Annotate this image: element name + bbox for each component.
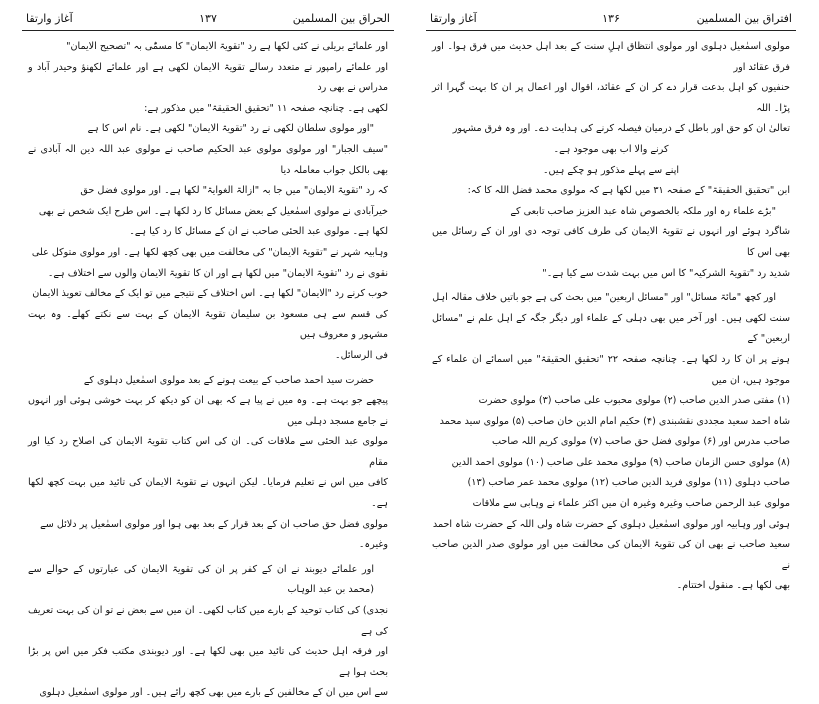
paragraph-line: اور فرقہ اہل حدیث کی تائید میں بھی لکھا ہے۔ اور دیوبندی مکتب فکر میں اس پر بڑا بحث ہوا ہے xyxy=(28,646,388,678)
paragraph-line: تعالیٰ ان کو حق اور باطل کے درمیان فیصلہ کرنے کی ہدایت دے۔ اور وہ فرق مشہور xyxy=(452,123,790,135)
quote-line: "اور مولوی سلطان لکھی نے رد "تقویۃ الایمان" لکھی ہے۔ نام اس کا ہے xyxy=(87,123,374,135)
right-page xyxy=(426,8,796,592)
left-page-header xyxy=(22,8,394,31)
paragraph-line: حنفیوں کو اہل بدعت قرار دے کر ان کے عقائد، اقوال اور اعمال پر ان کا بہت گہرا اثر پڑا۔ اللہ xyxy=(432,82,790,114)
paragraph-line: کہ رد "تقویۃ الایمان" میں جا بہ "ازالۃ الغوایۃ" لکھا ہے۔ اور مولوی فضل حق xyxy=(80,185,388,197)
list-item: شاہ احمد سعید مجددی نقشبندی (۴) حکیم امام الدین خان صاحب (۵) مولوی سید محمد xyxy=(439,415,790,427)
paragraph-line: بھی لکھا ہے۔ منقول اختتام۔ xyxy=(676,580,790,592)
paragraph-line: وہابیہ شہر نے "تقویۃ الایمان" کی مخالفت میں بھی کچھ لکھا ہے۔ اور مولوی متوکل علی xyxy=(31,246,388,258)
paragraph-line: اور کچھ "مائۃ مسائل" اور "مسائل اربعین" میں بحث کی ہے جو باتیں خلاف مقالہ اہل xyxy=(432,292,776,304)
right-page-header xyxy=(426,8,796,31)
page-number: ۱۳۷ xyxy=(199,12,217,25)
list-item: (۸) مولوی حسن الزمان صاحب (۹) مولوی محمد علی صاحب (۱۰) مولوی احمد الدین xyxy=(451,456,790,468)
running-title: افتراق بین المسلمین xyxy=(696,12,792,25)
paragraph-line: کافی میں اس نے تعلیم فرمایا۔ لیکن انہوں نے تقویۃ الایمان کی تائید میں بہت کچھ لکھا ہے۔ xyxy=(28,477,388,510)
section-title: آغاز وارتقا xyxy=(26,12,73,25)
section-title: آغاز وارتقا xyxy=(430,12,477,25)
quote-line: "بڑے علماء رہ اور ملکہ بالخصوص شاہ عبد العزیز صاحب تابعی کے xyxy=(510,205,776,217)
paragraph-line: اور علمائے رامپور نے متعدد رسالے تقویۃ الایمان لکھی ہے اور علمائے لکھنؤ وحیدر آباد و مدراس نے بھی رد xyxy=(28,61,388,94)
paragraph-line: فی الرسائل۔ xyxy=(334,349,388,361)
paragraph-line: مولوی اسمٰعیل دہلوی اور مولوی انتظاق اہلِ سنت کے بعد اہل حدیث میں فرق ہوا۔ اور فرق عقائد اور xyxy=(432,41,790,73)
page-number: ۱۳۶ xyxy=(602,12,620,25)
paragraph-line: نجدی) کی کتاب توحید کے بارے میں کتاب لکھی۔ ان میں سے بعض نے تو ان کی بہت تعریف کی ہے xyxy=(28,605,388,637)
paragraph-line: مولوی فضل حق صاحب ان کے بعد قرار کے بعد بھی ہوا اور مولوی اسمٰعیل پر دلائل سے xyxy=(40,518,388,530)
paragraph-line: اور علمائے دیوبند نے ان کے کفر پر ان کی تقویۃ الایمان کی عبارتوں کے حوالے سے (محمد بن عبد الوہاب xyxy=(28,563,374,596)
paragraph-line: نقوی نے رد "تقویۃ الایمان" میں لکھا ہے اور ان کا تقویۃ الایمان والوں سے اختلاف ہے۔ xyxy=(47,267,388,279)
paragraph-line: ہوئی اور وہابیہ اور مولوی اسمٰعیل دہلوی کے حضرت شاہ ولی اللہ کے حضرت شاہ احمد xyxy=(432,518,790,530)
quote-line: شدید رد "تقویۃ الشرکیہ" کا اس میں بہت شدت سے کیا ہے۔" xyxy=(542,267,790,279)
list-item: صاحب دہلوی (۱۱) مولوی فرید الدین صاحب (۱۲) مولوی محمد عمر صاحب (۱۳) xyxy=(467,477,790,489)
paragraph-line: حضرت سید احمد صاحب کے بیعت ہونے کے بعد مولوی اسمٰعیل دہلوی کے xyxy=(83,374,374,386)
paragraph-line: خیرآبادی نے مولوی اسمٰعیل کے بعض مسائل کا رد لکھا ہے۔ اس طرح ایک شخص نے بھی xyxy=(38,205,388,217)
paragraph-line: "سیف الجبار" اور مولوی مولوی عبد الحکیم صاحب نے مولوی عبد اللہ دین الہ آبادی نے بھی بالکل جواب معاملہ دیا xyxy=(28,143,388,176)
quote-line: اپنے سے پہلے مذکور ہو چکے ہیں۔ xyxy=(542,164,680,176)
paragraph-line: پیچھے جو بہت ہے۔ وہ میں نے پیا ہے کہ بھی ان کو دیکھ کر بہت خوشی ہوئی اور انہوں نے جامع مسجد دہلی میں xyxy=(28,395,388,427)
right-page-body xyxy=(426,31,796,597)
paragraph-line: خوب کرنے رد "الایمان" لکھا ہے۔ اس اختلاف کے نتیجے میں تو ایک کے مخالف تعویذ الایمان xyxy=(32,288,388,300)
quote-line: کرنے والا اب بھی موجود ہے۔ xyxy=(553,143,669,155)
paragraph-line: سے اس میں ان کے مخالفین کے بارے میں بھی کچھ رائے ہیں۔ اور مولوی اسمٰعیل دہلوی xyxy=(39,687,388,699)
list-item: (۱) مفتی صدر الدین صاحب (۲) مولوی محبوب علی صاحب (۳) مولوی حضرت xyxy=(478,395,790,407)
paragraph-line: ہونے پر ان کا رد لکھا ہے۔ چنانچہ صفحہ ۲۲ "تحقیق الحقیقۃ" میں اسمائے ان علماء کے موجود ہیں، ان میں xyxy=(432,353,790,386)
paragraph-line: سنت لکھی ہیں۔ اور آخر میں بھی دہلی کے علماء اور دیگر جگہ کے اہل علم نے "مسائل اربعین" کے xyxy=(432,312,790,345)
paragraph-line: ابن "تحقیق الحقیقۃ" کے صفحہ ۳۱ میں لکھا ہے کہ مولوی محمد فضل اللہ کا کہ: xyxy=(467,185,790,197)
paragraph-line: سعید صاحب نے بھی ان کی تقویۃ الایمان کی مخالفت میں اور مولوی صدر الدین صاحب نے xyxy=(432,539,790,571)
paragraph-line: مولوی عبد الحئی سے ملاقات کی۔ ان کی اس کتاب تقویۃ الایمان کی اصلاح رد کیا اور مقام xyxy=(28,436,388,468)
running-title: الحراق بین المسلمین xyxy=(292,12,390,25)
paragraph-line: لکھی ہے۔ چنانچہ صفحہ ۱۱ "تحقیق الحقیقۃ" میں مذکور ہے: xyxy=(144,102,388,114)
paragraph-line: وغیرہ۔ xyxy=(358,539,388,551)
paragraph-line: اور علمائے بریلی نے کئی لکھا ہے رد "تقویۃ الایمان" کا مسمّٰی بہ "تصحیح الایمان" xyxy=(66,41,388,52)
left-page-body xyxy=(22,31,394,704)
list-item: صاحب مدرس اور (۶) مولوی فضل حق صاحب (۷) مولوی کریم اللہ صاحب xyxy=(492,436,790,448)
paragraph-line: مولوی عبد الرحمن صاحب وغیرہ وغیرہ ان میں اکثر علماء نے وہابی سے ملاقات xyxy=(472,498,790,510)
paragraph-line: لکھا ہے۔ مولوی عبد الحئی صاحب نے ان کے مسائل کا رد کیا ہے۔ xyxy=(129,226,388,238)
paragraph-line: کی قسم سے ہی مسعود بن سلیمان تقویۃ الایمان کے بہت سے نکتے کھلے۔ وہ بہت مشہور و معروف ہیں xyxy=(28,308,388,341)
left-page xyxy=(22,8,394,699)
quote-line: شاگرد ہوئے اور انہوں نے تقویۃ الایمان کی طرف کافی توجہ دی اور ان کے رسائل میں بھی اس کا xyxy=(432,226,790,258)
